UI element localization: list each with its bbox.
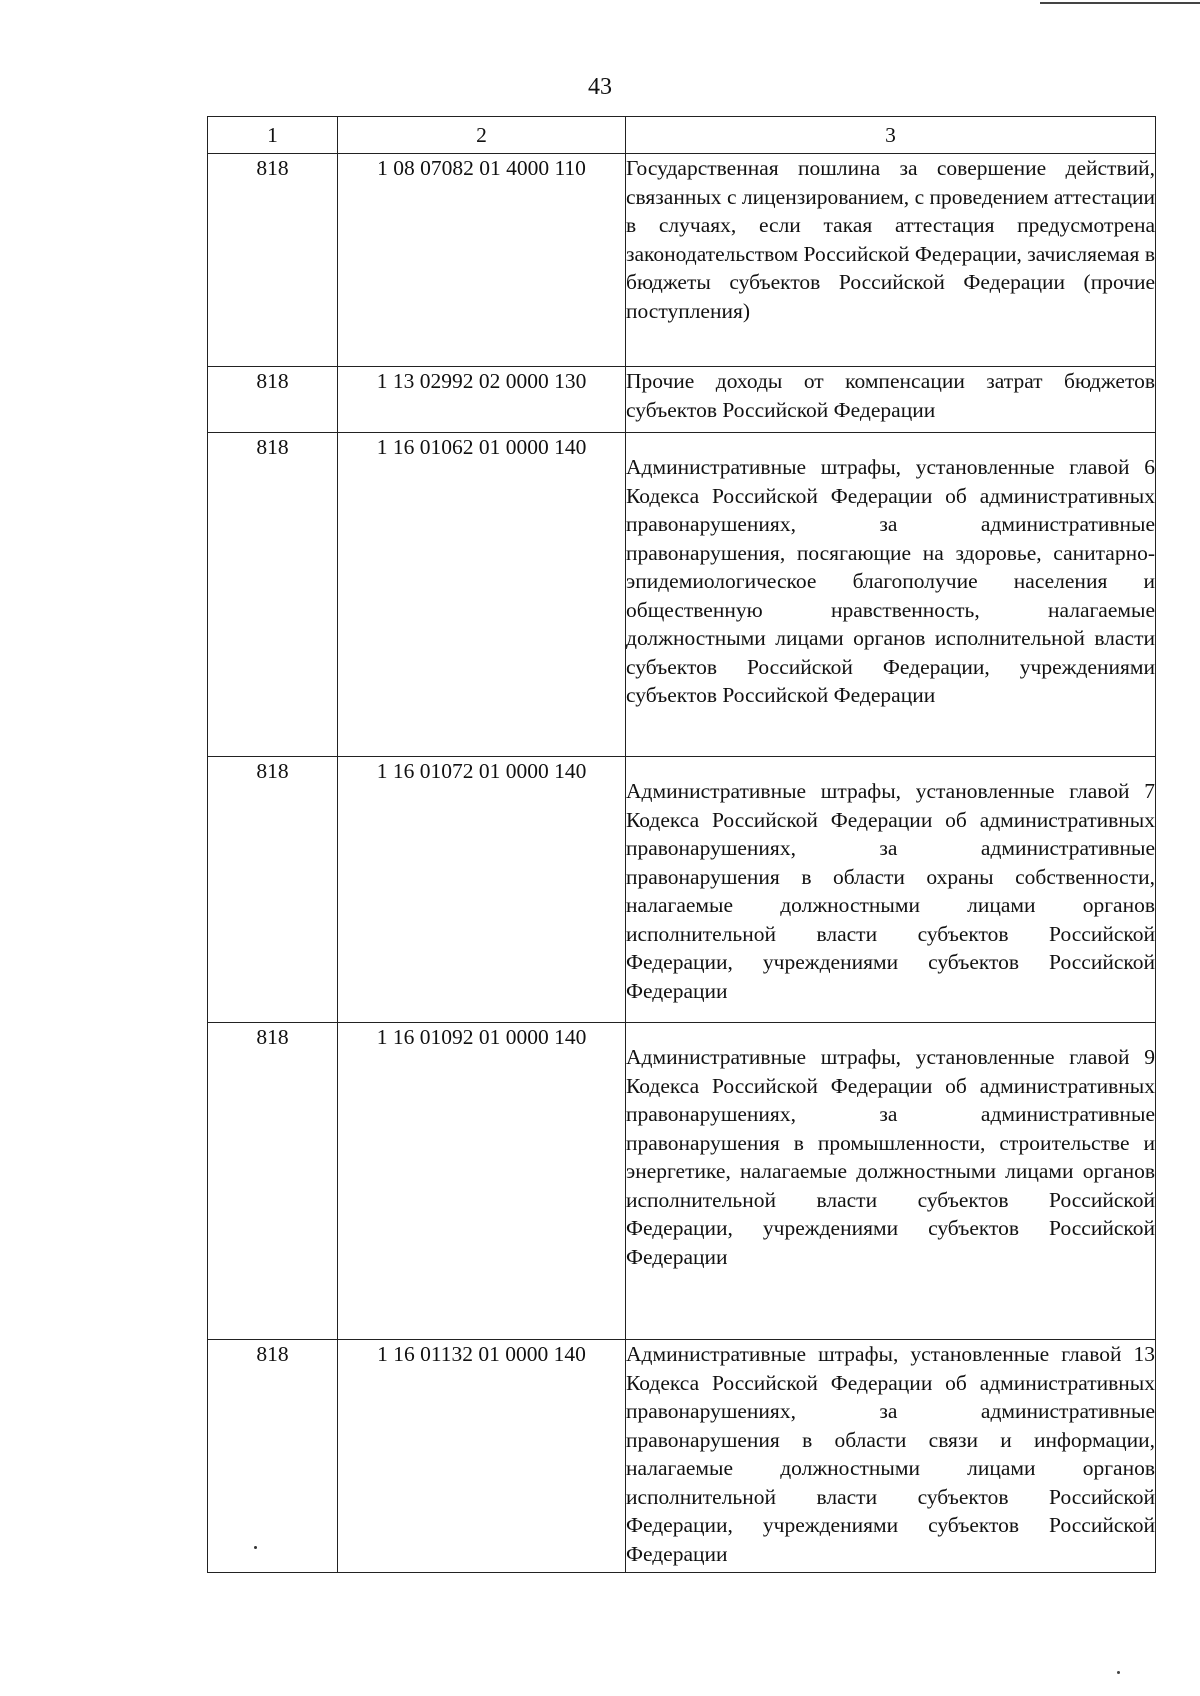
description-cell: Административные штрафы, установленные главой 7 Кодекса Российской Федерации об административных правонарушениях, за административные правонарушения в области охраны собственности, налагаемые должностными лицами органов исполнительной власти субъектов Российской Федерации, учреждениями субъектов Российской Федерации xyxy=(626,757,1156,1023)
scan-speck xyxy=(1117,1671,1120,1674)
description-cell: Административные штрафы, установленные главой 9 Кодекса Российской Федерации об административных правонарушениях, за административные правонарушения в промышленности, строительстве и энергетике, налагаемые должностными лицами органов исполнительной власти субъектов Российской Федерации, учреждениями субъектов Российской Федерации xyxy=(626,1023,1156,1340)
table-row xyxy=(208,367,1156,433)
table-row xyxy=(208,154,1156,367)
kbk-code-cell: 1 16 01072 01 0000 140 xyxy=(338,757,626,1023)
admin-code-cell: 818 xyxy=(208,1023,338,1340)
description-cell: Прочие доходы от компенсации затрат бюджетов субъектов Российской Федерации xyxy=(626,367,1156,433)
scan-speck xyxy=(254,1546,257,1549)
kbk-code-cell: 1 13 02992 02 0000 130 xyxy=(338,367,626,433)
description-cell: Государственная пошлина за совершение действий, связанных с лицензированием, с проведением аттестации в случаях, если такая аттестация предусмотрена законодательством Российской Федерации, зачисляемая в бюджеты субъектов Российской Федерации (прочие поступления) xyxy=(626,154,1156,367)
admin-code-cell: 818 xyxy=(208,367,338,433)
kbk-code-cell: 1 08 07082 01 4000 110 xyxy=(338,154,626,367)
header-col-2: 2 xyxy=(338,117,626,154)
description-cell: Административные штрафы, установленные главой 13 Кодекса Российской Федерации об административных правонарушениях, за административные правонарушения в области связи и информации, налагаемые должностными лицами органов исполнительной власти субъектов Российской Федерации, учреждениями субъектов Российской Федерации xyxy=(626,1340,1156,1573)
admin-code-cell: 818 xyxy=(208,433,338,757)
budget-revenue-table xyxy=(207,116,1156,1573)
header-col-1: 1 xyxy=(208,117,338,154)
table-row xyxy=(208,757,1156,1023)
kbk-code-cell: 1 16 01062 01 0000 140 xyxy=(338,433,626,757)
table-row xyxy=(208,1023,1156,1340)
admin-code-cell: 818 xyxy=(208,154,338,367)
description-cell: Административные штрафы, установленные главой 6 Кодекса Российской Федерации об административных правонарушениях, за административные правонарушения, посягающие на здоровье, санитарно-эпидемиологическое благополучие населения и общественную нравственность, налагаемые должностными лицами органов исполнительной власти субъектов Российской Федерации, учреждениями субъектов Российской Федерации xyxy=(626,433,1156,757)
table-row xyxy=(208,433,1156,757)
kbk-code-cell: 1 16 01092 01 0000 140 xyxy=(338,1023,626,1340)
header-col-3: 3 xyxy=(626,117,1156,154)
admin-code-cell: 818 xyxy=(208,1340,338,1573)
top-edge-rule xyxy=(1040,2,1200,4)
page-number: 43 xyxy=(588,74,612,100)
table-row xyxy=(208,1340,1156,1573)
admin-code-cell: 818 xyxy=(208,757,338,1023)
kbk-code-cell: 1 16 01132 01 0000 140 xyxy=(338,1340,626,1573)
table-header-row xyxy=(208,117,1156,154)
